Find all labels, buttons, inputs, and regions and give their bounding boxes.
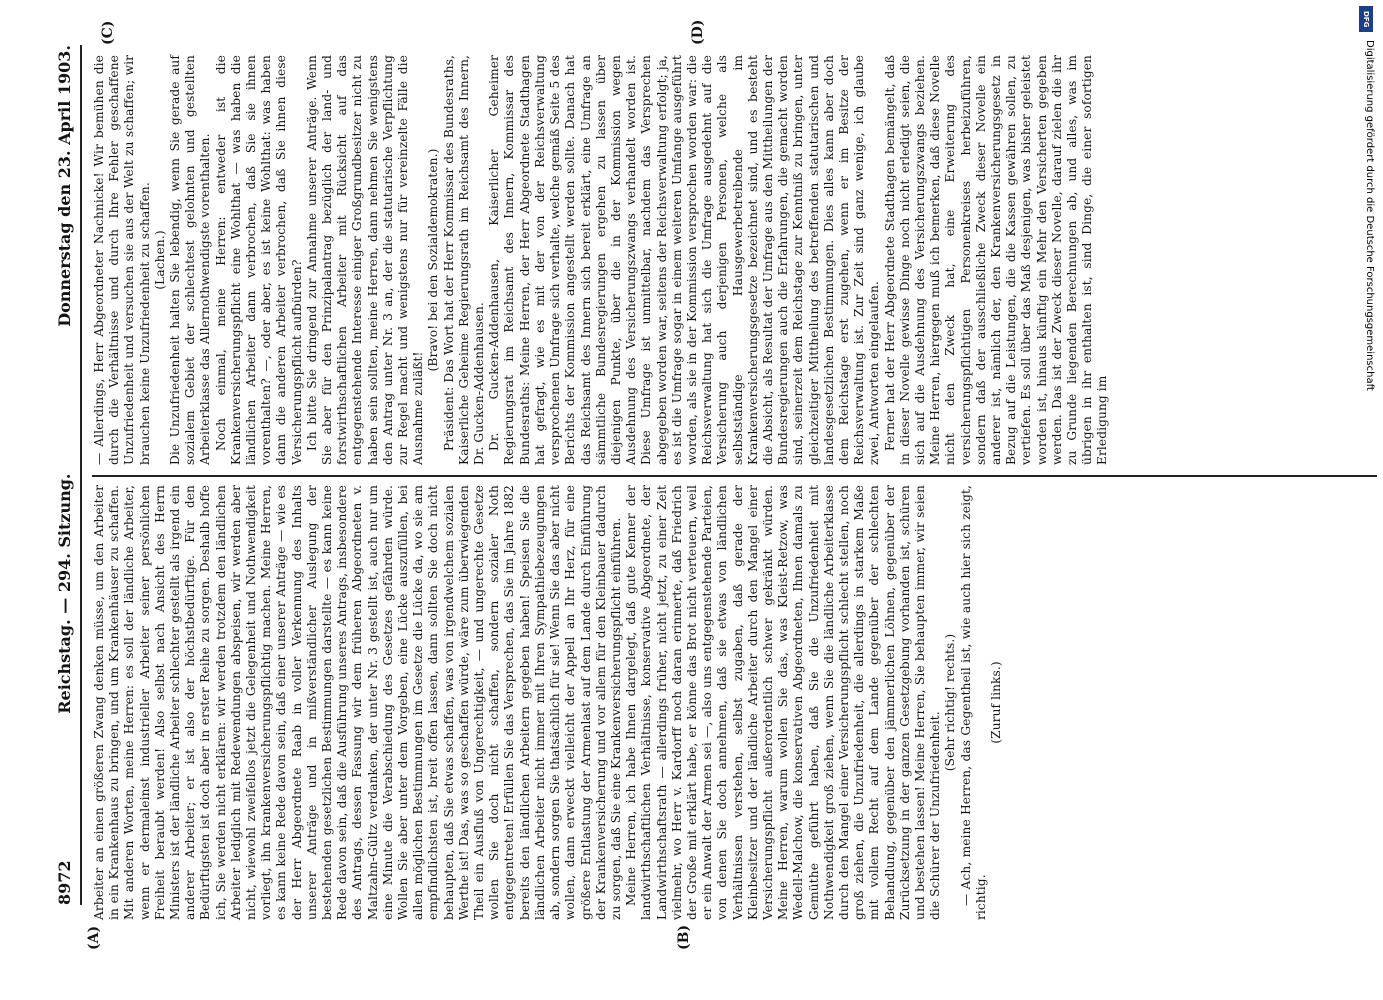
right-laughter: (Lachen.) <box>152 230 167 290</box>
left-paragraph-1: Arbeiter an einen größeren Zwang denken müsse, um den Arbeiter in ein Krankenhaus zu bringen, und um Krankenhäuser zu schaffen. Mit anderen Worten, meine Herren: es soll der ländliche Arbeiter, wenn er dermaleinst industrieller Arbeiter seiner persönlichen Freiheit beraubt werden! Also selbst nach Ansicht des Herrn Ministers ist der ländliche Arbeiter schlechter gestellt als irgend ein anderer Arbeiter; er ist also der höchstbedürftige. Für den Bedürftigsten ist doch aber in erster Reihe zu sorgen. Deshalb hoffe ich, Sie werden nicht erklären: wir werden trotzdem den ländlichen Arbeiter lediglich mit Redewendungen abspeisen, wir werden aber nicht, wiewohl zweifellos jetzt die Gelegenheit und Nothwendigkeit vorliegt, ihn krankenversicherungspflichtig machen. Meine Herren, es kann keine Rede davon sein, daß einer unserer Anträge — wie es der Herr Abgeordnete Raab in voller Verkennung des Inhalts unserer Anträge und in mißverständlicher Auslegung der bestehenden gesetzlichen Bestimmungen darstellte — es kann keine Rede davon sein, daß die Ausführung unseres Antrags, insbesondere des Antrags, dessen Fassung wir dem früheren Abgeordneten v. Maltzahn-Gültz verdanken, der unter Nr. 3 gestellt ist, auch nur um eine Minute die Verabschiedung des Gesetzes gefährden würde. Wollen Sie aber unter dem Vorgeben, eine Lücke auszufüllen, bei allen möglichen Bestimmungen im Gesetze die Lücke da, wo sie am empfindlichsten ist, breit offen lassen, dann sollten Sie doch nicht behaupten, daß Sie etwas schaffen, was von irgendwelchem sozialen Werthe ist! Das, was so geschaffen würde, wäre zum überwiegenden Theil ein Ausfluß von Ungerechtigkeit, — und ungerechte Gesetze wollen Sie doch nicht schaffen, sondern sozialer Noth entgegentreten! Erfüllen Sie das Versprechen, das Sie im Jahre 1882 bereits den ländlichen Arbeitern gegeben haben! Speisen Sie die ländlichen Arbeiter nicht immer mit Ihren Sympathiebezeugungen ab, sondern sorgen Sie thatsächlich für sie! Wenn Sie das aber nicht wollen, dann erweckt vielleicht der Appell an Ihr Herz, für eine größere Entlastung der Armenlast auf dem Lande durch Einführung der Krankenversicherung und vor allem für den Kleinbauer dadurch zu sorgen, daß Sie eine Krankenversicherungspflicht einführen. <box>92 485 623 920</box>
running-title-center: — 294. Sitzung. <box>54 473 74 614</box>
margin-marker-d: (D) <box>690 19 706 45</box>
margin-marker-b: (B) <box>676 924 692 950</box>
running-title-left: Reichstag. <box>54 619 74 714</box>
right-paragraph-7: Ferner hat der Herr Abgeordnete Stadthagen bemängelt, daß in dieser Novelle gewisse Dinge noch nicht erledigt seien, die sich auf die Ausdehnung des Versicherungszwangs beziehen. Meine Herren, hiergegen muß ich bemerken, daß diese Novelle nicht den Zweck hat, eine Erweiterung des versicherungspflichtigen Personenkreises herbeizuführen, sondern daß der ausschließliche Zweck dieser Novelle ein anderer ist, nämlich der, den Krankenversicherungsgesetz in Bezug auf die Leistungen, die die Kassen gewähren sollen, zu vertiefen. Es soll über das Maß desjenigen, was bisher geleistet worden ist, hinaus künftig ein Mehr den Versicherten gegeben werden. Das ist der Zweck dieser Novelle, darauf zielen die ihr zu Grunde liegenden Berechnungen ab, und alles, was im übrigen in ihr enthalten ist, sind Dinge, die einer sofortigen Erledigung im <box>882 55 1110 465</box>
left-call: (Zuruf links.) <box>988 661 1003 744</box>
right-bravo: (Bravo! bei den Sozialdemokraten.) <box>426 148 441 372</box>
left-closing: — Ach, meine Herren, das Gegentheil ist, wie auch hier sich zeigt, richtig. <box>958 485 988 920</box>
left-paragraph-2: Meine Herren, ich habe Ihnen dargelegt, daß gute Kenner der landwirthschaftlichen Verhältnisse, konservative Abgeordnete, der Landwirthschaftsrath — allerdings früher, nicht jetzt, zu einer Zeit vielmehr, wo Herr v. Kardorff noch daran erinnerte, daß Friedrich der Große mit erklärt habe, er könne das Brot nicht verteuern, weil er ein Anwalt der Armen sei —, also uns entgegenstehende Parteien, von denen Sie doch annehmen, daß sie etwas von ländlichen Verhältnissen verstehen, selbst zugaben, daß gerade der Kleinbesitzer und der ländliche Arbeiter durch den Mangel einer Versicherungspflicht außerordentlich schwer gekränkt würden. Meine Herren, warum wollen Sie das, was Kleist-Retzow, was Wedell-Malchow, die konservativen Abgeordneten, Ihnen damals zu Gemüthe geführt haben, daß Sie die Unzufriedenheit mit Nothwendigkeit groß ziehen, wenn Sie die ländliche Arbeiterklasse durch den Mangel einer Versicherungspflicht schlecht stellen, noch groß ziehen, die Unzufriedenheit, die allerdings in starkem Maße mit vollem Recht auf dem Lande gegenüber der schlechten Behandlung, gegenüber den jämmerlichen Löhnen, gegenüber der Zurücksetzung in der ganzen Gesetzgebung vorhanden ist, schüren und bestehen lassen! Meine Herren, Sie behaupten immer, wir seien die Schürer der Unzufriedenheit. <box>624 485 943 920</box>
column-divider <box>92 475 1377 477</box>
margin-marker-c: (C) <box>100 20 116 45</box>
header-rule <box>80 45 82 905</box>
running-title <box>55 327 74 861</box>
right-paragraph-5: Präsident: Das Wort hat der Herr Kommissar des Bundesraths, Kaiserliche Geheime Regierungsrath im Reichsamt des Innern, Dr. Gucken-Addenhausen. <box>441 55 487 465</box>
dfg-logo: DFG <box>1359 6 1373 32</box>
right-paragraph-4: Ich bitte Sie dringend zur Annahme unserer Anträge. Wenn Sie aber für den Prinzipalantrag bezüglich der land- und forstwirthschaftlichen Arbeiter mit Rücksicht auf das entgegenstehende Interesse einiger Großgrundbesitzer nicht zu haben sein sollten, meine Herren, dann nehmen Sie wenigstens den Antrag unter Nr. 3 an, der die statutarische Verpflichtung zur Regel macht und wenigstens nur für vereinzelte Fälle die Ausnahme zuläßt! <box>304 55 426 465</box>
left-interjection: (Sehr richtig! rechts.) <box>943 633 958 772</box>
right-paragraph-2: Die Unzufriedenheit halten Sie lebendig, wenn Sie gerade auf sozialem Gebiet der schlechtest gelohnten und gestellten Arbeiterklasse das Allernothwendigste vorenthalten. <box>168 55 213 465</box>
digitization-credit <box>1361 0 1377 1000</box>
page-number: 8972 <box>54 860 74 905</box>
right-paragraph-3: Noch einmal, meine Herren: entweder ist die Krankenversicherungspflicht eine Wohlthat — was haben die ländlichen Arbeiter dann verbrochen, daß Sie sie ihnen vorenthalten? —, oder aber, es ist keine Wohlthat: was haben dann die anderen Arbeiter verbrochen, daß Sie ihnen diese Versicherungspflicht aufbürden? <box>213 55 304 465</box>
right-paragraph-6: Dr. Gucken-Addenhausen, Kaiserlicher Geheimer Regierungsrat im Reichsamt des Innern, Kommissar des Bundesraths: Meine Herren, der Herr Abgeordnete Stadthagen hat gefragt, wie es mit der von der Reichsverwaltung versprochenen Umfrage sich verhalte, welche gemäß Seite 5 des Berichts der Kommission angestellt werden sollte. Danach hat das Reichsamt des Innern sich bereit erklärt, eine Umfrage an sämmtliche Bundesregierungen ergehen zu lassen über diejenigen Punkte, über die in der Kommission wegen Ausdehnung des Versicherungszwangs verhandelt worden ist. Diese Umfrage ist unmittelbar, nachdem das Versprechen abgegeben worden war, seitens der Reichsverwaltung erfolgt; ja, es ist die Umfrage sogar in einem weiteren Umfange ausgeführt worden, als sie in der Kommission versprochen worden war: die Reichsverwaltung hat sich die Umfrage ausgedehnt auf die Versicherung auch derjenigen Personen, welche als selbstständige Hausgewerbetreibende im Krankenversicherungsgesetze bezeichnet sind, und es besteht die Absicht, als Resultat der Umfrage aus den Mittheilungen der Bundesregierungen auch die Erfahrungen, die gemacht worden sind, seinerzeit dem Reichstage zur Kenntniß zu bringen, unter gleichzeitiger Mittheilung des betreffenden statutarischen und landesgesetzlichen Bestimmungen. Dies alles kann aber doch dem Reichstage erst zugehen, wenn er im Besitze der Reichsverwaltung ist. Zur Zeit sind ganz wenige, ich glaube zwei, Antworten eingelaufen. <box>487 55 882 465</box>
margin-marker-a: (A) <box>86 925 102 950</box>
credit-text: Digitalisierung gefördert durch die Deutsche Forschungsgemeinschaft <box>1364 40 1375 391</box>
right-column <box>92 55 1111 465</box>
left-column <box>92 485 1004 920</box>
page-header <box>52 45 76 905</box>
running-title-date: Donnerstag den 23. April 1903. <box>54 45 74 327</box>
right-paragraph-1: — Allerdings, Herr Abgeordneter Nachnicke! Wir bemühen die durch die Verhältnisse und durch Ihre Fehler geschaffene Unzufriedenheit und versuchen sie aus der Welt zu schaffen; wir brauchen keine Unzufriedenheit zu schaffen. <box>92 55 152 465</box>
